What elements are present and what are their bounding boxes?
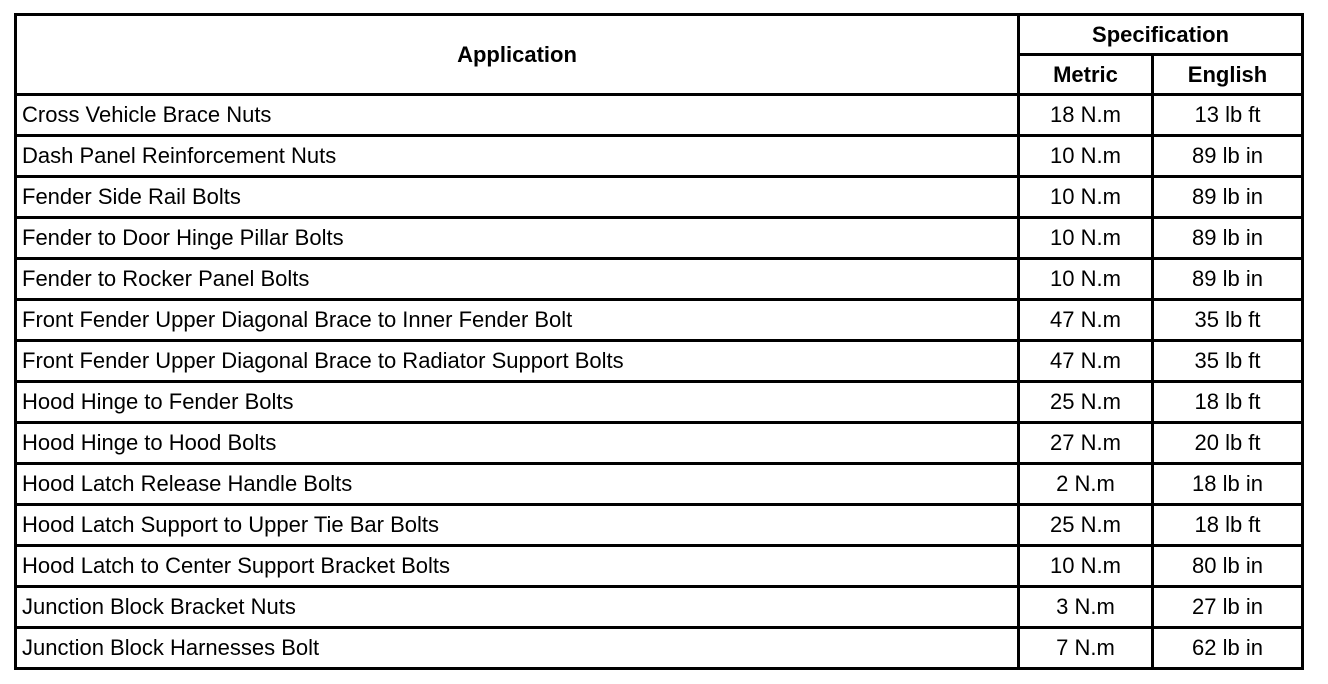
spec-table-container xyxy=(14,13,1304,670)
english-cell: 13 lb ft xyxy=(1153,95,1303,136)
specification-group-header: Specification xyxy=(1019,15,1303,55)
table-body xyxy=(16,95,1303,669)
application-cell: Fender Side Rail Bolts xyxy=(16,177,1019,218)
application-cell: Fender to Door Hinge Pillar Bolts xyxy=(16,218,1019,259)
application-cell: Junction Block Harnesses Bolt xyxy=(16,628,1019,669)
fastener-specification-table xyxy=(14,13,1304,670)
english-cell: 35 lb ft xyxy=(1153,300,1303,341)
english-cell: 18 lb in xyxy=(1153,464,1303,505)
metric-cell: 10 N.m xyxy=(1019,136,1153,177)
table-row xyxy=(16,341,1303,382)
metric-cell: 7 N.m xyxy=(1019,628,1153,669)
metric-column-header: Metric xyxy=(1019,55,1153,95)
table-row xyxy=(16,95,1303,136)
table-row xyxy=(16,218,1303,259)
metric-cell: 10 N.m xyxy=(1019,177,1153,218)
english-cell: 89 lb in xyxy=(1153,136,1303,177)
application-cell: Hood Hinge to Hood Bolts xyxy=(16,423,1019,464)
application-cell: Cross Vehicle Brace Nuts xyxy=(16,95,1019,136)
table-row xyxy=(16,136,1303,177)
application-cell: Hood Latch to Center Support Bracket Bolts xyxy=(16,546,1019,587)
metric-cell: 47 N.m xyxy=(1019,300,1153,341)
application-cell: Front Fender Upper Diagonal Brace to Radiator Support Bolts xyxy=(16,341,1019,382)
metric-cell: 25 N.m xyxy=(1019,505,1153,546)
header-row-top xyxy=(16,15,1303,55)
application-cell: Hood Latch Support to Upper Tie Bar Bolts xyxy=(16,505,1019,546)
english-cell: 35 lb ft xyxy=(1153,341,1303,382)
table-row xyxy=(16,464,1303,505)
metric-cell: 27 N.m xyxy=(1019,423,1153,464)
table-row xyxy=(16,505,1303,546)
table-row xyxy=(16,587,1303,628)
metric-cell: 2 N.m xyxy=(1019,464,1153,505)
table-row xyxy=(16,423,1303,464)
metric-cell: 18 N.m xyxy=(1019,95,1153,136)
english-cell: 18 lb ft xyxy=(1153,382,1303,423)
english-cell: 62 lb in xyxy=(1153,628,1303,669)
english-cell: 18 lb ft xyxy=(1153,505,1303,546)
english-cell: 89 lb in xyxy=(1153,259,1303,300)
application-cell: Dash Panel Reinforcement Nuts xyxy=(16,136,1019,177)
table-header xyxy=(16,15,1303,95)
table-row xyxy=(16,382,1303,423)
english-cell: 89 lb in xyxy=(1153,218,1303,259)
application-column-header: Application xyxy=(16,15,1019,95)
application-cell: Junction Block Bracket Nuts xyxy=(16,587,1019,628)
metric-cell: 3 N.m xyxy=(1019,587,1153,628)
english-cell: 20 lb ft xyxy=(1153,423,1303,464)
table-row xyxy=(16,628,1303,669)
application-cell: Fender to Rocker Panel Bolts xyxy=(16,259,1019,300)
application-cell: Hood Latch Release Handle Bolts xyxy=(16,464,1019,505)
table-row xyxy=(16,546,1303,587)
metric-cell: 10 N.m xyxy=(1019,259,1153,300)
metric-cell: 10 N.m xyxy=(1019,218,1153,259)
table-row xyxy=(16,300,1303,341)
table-row xyxy=(16,177,1303,218)
metric-cell: 25 N.m xyxy=(1019,382,1153,423)
english-column-header: English xyxy=(1153,55,1303,95)
english-cell: 80 lb in xyxy=(1153,546,1303,587)
application-cell: Hood Hinge to Fender Bolts xyxy=(16,382,1019,423)
application-cell: Front Fender Upper Diagonal Brace to Inner Fender Bolt xyxy=(16,300,1019,341)
table-row xyxy=(16,259,1303,300)
english-cell: 27 lb in xyxy=(1153,587,1303,628)
metric-cell: 47 N.m xyxy=(1019,341,1153,382)
english-cell: 89 lb in xyxy=(1153,177,1303,218)
metric-cell: 10 N.m xyxy=(1019,546,1153,587)
